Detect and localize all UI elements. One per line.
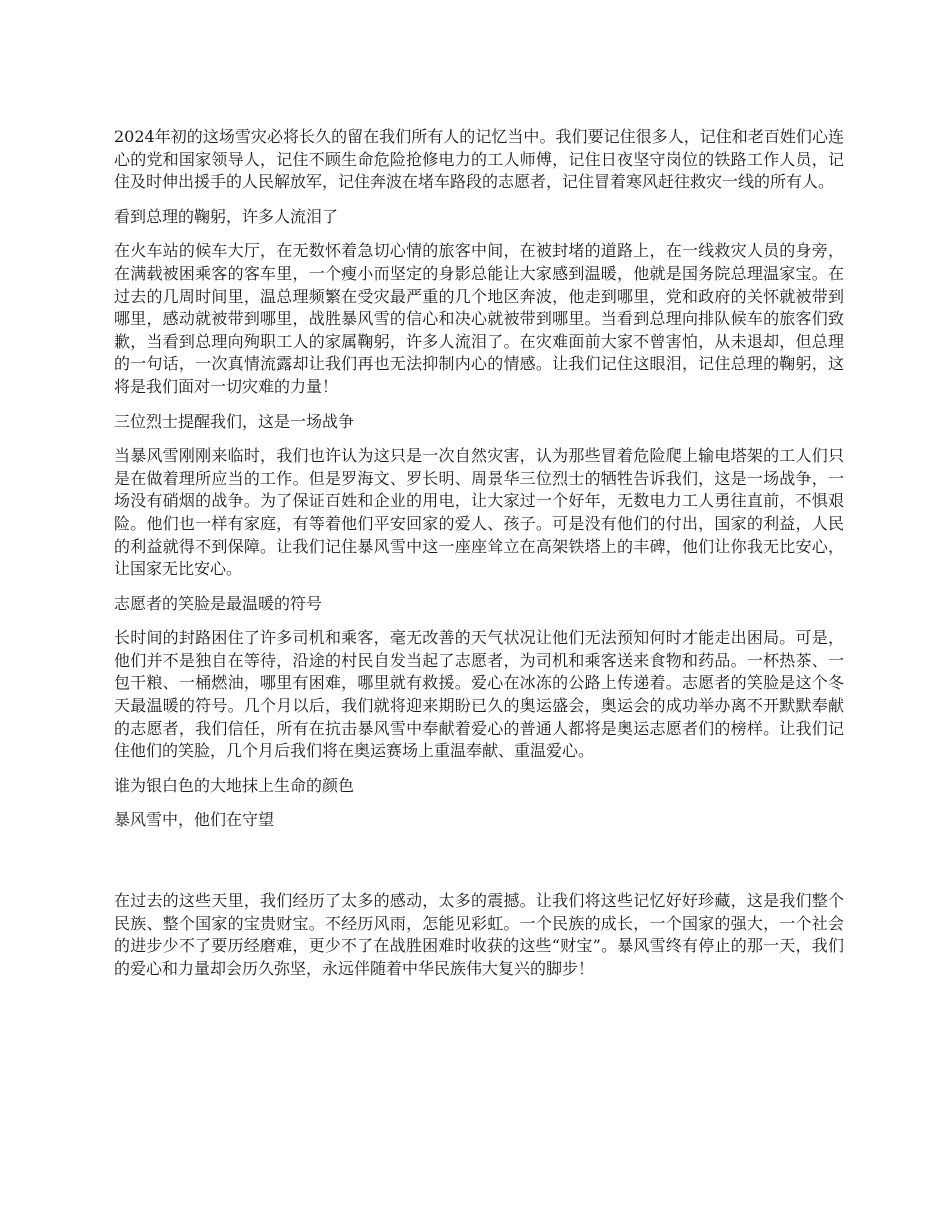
conclusion-paragraph: 在过去的这些天里，我们经历了太多的感动，太多的震撼。让我们将这些记忆好好珍藏，这是我们整个民族、整个国家的宝贵财宝。不经历风雨，怎能见彩虹。一个民族的成长，一个国家的强大，一个社会的进步少不了要历经磨难，更少不了在战胜困难时收获的这些“财宝”。暴风雪终有停止的那一天，我们的爱心和力量却会历久弥坚，永远伴随着中华民族伟大复兴的脚步！ [114, 891, 844, 978]
document-body [114, 126, 844, 992]
intro-paragraph: 2024年初的这场雪灾必将长久的留在我们所有人的记忆当中。我们要记住很多人，记住和老百姓们心连心的党和国家领导人，记住不顾生命危险抢修电力的工人师傅，记住日夜坚守岗位的铁路工作人员，记住及时伸出援手的人民解放军，记住奔波在堵车路段的志愿者，记住冒着寒风赶往救灾一线的所有人。 [114, 127, 844, 192]
section-heading-watching: 暴风雪中，他们在守望 [114, 810, 275, 830]
section-paragraph-volunteers: 长时间的封路困住了许多司机和乘客，毫无改善的天气状况让他们无法预知何时才能走出困局。可是，他们并不是独自在等待，沿途的村民自发当起了志愿者，为司机和乘客送来食物和药品。一杯热茶、一包干粮、一桶燃油，哪里有困难，哪里就有救援。爱心在冰冻的公路上传递着。志愿者的笑脸是这个冬天最温暖的符号。几个月以后，我们就将迎来期盼已久的奥运盛会，奥运会的成功举办离不开默默奉献的志愿者，我们信任，所有在抗击暴风雪中奉献着爱心的普通人都将是奥运志愿者们的榜样。让我们记住他们的笑脸，几个月后我们将在奥运赛场上重温奉献、重温爱心。 [114, 628, 844, 761]
section-heading-three-martyrs: 三位烈士提醒我们，这是一场战争 [114, 411, 355, 431]
section-paragraph-premier-bow: 在火车站的候车大厅，在无数怀着急切心情的旅客中间，在被封堵的道路上，在一线救灾人员的身旁，在满载被困乘客的客车里，一个瘦小而坚定的身影总能让大家感到温暖，他就是国务院总理温家宝。在过去的几周时间里，温总理频繁在受灾最严重的几个地区奔波，他走到哪里，党和政府的关怀就被带到哪里，感动就被带到哪里，战胜暴风雪的信心和决心就被带到哪里。当看到总理向排队候车的旅客们致歉，当看到总理向殉职工人的家属鞠躬，许多人流泪了。在灾难面前大家不曾害怕，从未退却，但总理的一句话，一次真情流露却让我们再也无法抑制内心的情感。让我们记住这眼泪，记住总理的鞠躬，这将是我们面对一切灾难的力量！ [114, 241, 844, 396]
section-heading-volunteers: 志愿者的笑脸是最温暖的符号 [114, 593, 323, 613]
section-heading-silver-earth: 谁为银白色的大地抹上生命的颜色 [114, 775, 355, 795]
section-heading-premier-bow: 看到总理的鞠躬，许多人流泪了 [114, 206, 339, 226]
blank-spacer [114, 844, 844, 890]
section-paragraph-three-martyrs: 当暴风雪刚刚来临时，我们也许认为这只是一次自然灾害，认为那些冒着危险爬上输电塔架的工人们只是在做着理所应当的工作。但是罗海文、罗长明、周景华三位烈士的牺牲告诉我们，这是一场战争，一场没有硝烟的战争。为了保证百姓和企业的用电，让大家过一个好年，无数电力工人勇往直前，不惧艰险。他们也一样有家庭，有等着他们平安回家的爱人、孩子。可是没有他们的付出，国家的利益，人民的利益就得不到保障。让我们记住暴风雪中这一座座耸立在高架铁塔上的丰碑，他们让你我无比安心，让国家无比安心。 [114, 446, 844, 579]
